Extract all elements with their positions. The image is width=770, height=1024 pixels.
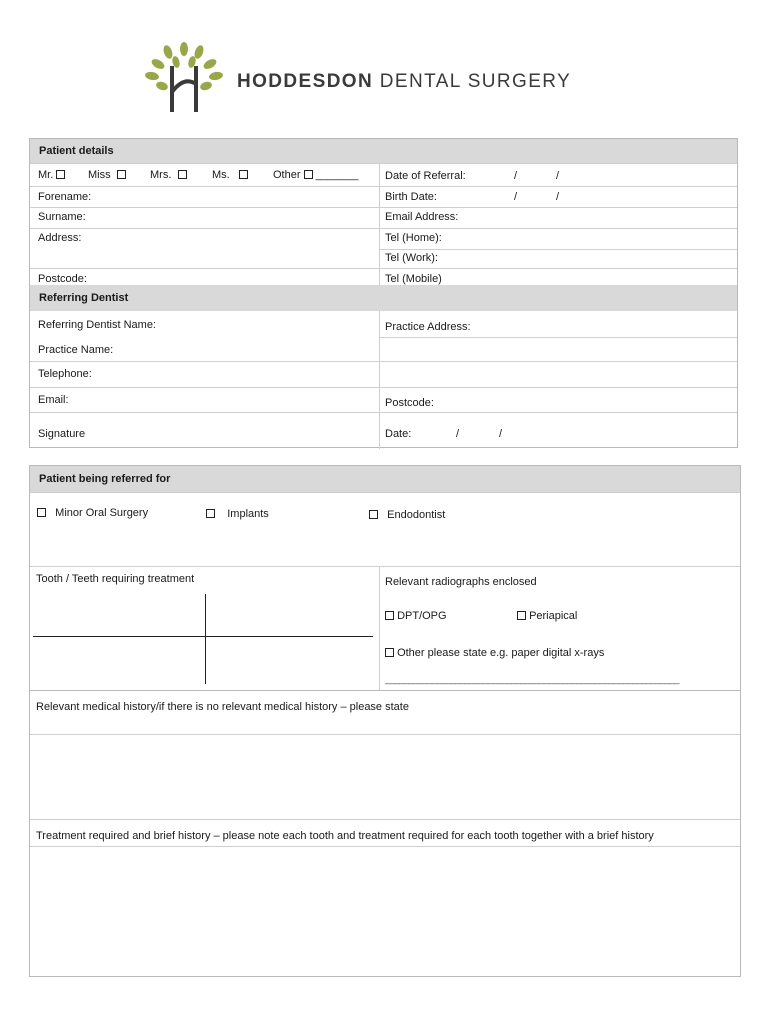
practice-address-field[interactable]: Practice Address: xyxy=(385,321,471,333)
treatment-history-label: Treatment required and brief history – please note each tooth and treatment required for each tooth together with a brief history xyxy=(36,830,654,842)
surname-field[interactable]: Surname: xyxy=(38,211,86,223)
referral-section xyxy=(29,465,741,977)
dpt-opg-checkbox[interactable] xyxy=(385,611,394,620)
date-slash: / xyxy=(556,191,560,203)
practice-name-field[interactable]: Practice Name: xyxy=(38,344,114,356)
patient-dentist-section xyxy=(29,138,738,448)
postcode-field[interactable]: Postcode: xyxy=(38,273,87,285)
endodontist-checkbox[interactable] xyxy=(369,510,378,519)
minor-oral-surgery-checkbox[interactable] xyxy=(37,508,46,517)
title-mrs[interactable]: Mrs. xyxy=(150,168,187,182)
date-slash: / xyxy=(456,428,460,440)
birth-date-field[interactable]: Birth Date: xyxy=(385,191,437,203)
other-radiograph-line[interactable]: _______________________________________________________________ xyxy=(385,674,679,685)
endodontist-option[interactable]: Endodontist xyxy=(369,508,445,522)
telephone-field[interactable]: Telephone: xyxy=(38,368,92,380)
tooth-chart-vertical xyxy=(205,594,206,684)
tree-logo-icon xyxy=(138,40,228,114)
tel-home-field[interactable]: Tel (Home): xyxy=(385,232,442,244)
other-radiograph-option[interactable]: Other please state e.g. paper digital x-rays xyxy=(385,646,604,660)
title-other[interactable]: Other _______ xyxy=(273,169,359,181)
radiographs-label: Relevant radiographs enclosed xyxy=(385,576,537,588)
mr-checkbox[interactable] xyxy=(56,170,65,179)
date-slash: / xyxy=(556,170,560,182)
referred-for-header: Patient being referred for xyxy=(30,466,740,492)
dpt-opg-option[interactable]: DPT/OPG xyxy=(385,609,447,623)
dentist-name-field[interactable]: Referring Dentist Name: xyxy=(38,319,156,331)
dentist-postcode-field[interactable]: Postcode: xyxy=(385,397,434,409)
ms-checkbox[interactable] xyxy=(239,170,248,179)
address-field[interactable]: Address: xyxy=(38,232,82,244)
patient-details-header: Patient details xyxy=(30,139,737,163)
periapical-checkbox[interactable] xyxy=(517,611,526,620)
brand-name: HODDESDON DENTAL SURGERY xyxy=(237,71,572,92)
date-slash: / xyxy=(514,191,518,203)
minor-oral-surgery-option[interactable]: Minor Oral Surgery xyxy=(37,506,148,520)
forename-field[interactable]: Forename: xyxy=(38,191,92,203)
tel-mobile-field[interactable]: Tel (Mobile) xyxy=(385,273,442,285)
periapical-option[interactable]: Periapical xyxy=(517,609,577,623)
date-of-referral-label: Date of Referral: xyxy=(385,170,466,182)
referring-dentist-header: Referring Dentist xyxy=(30,285,737,311)
signature-field[interactable]: Signature xyxy=(38,428,86,440)
implants-option[interactable]: Implants xyxy=(206,507,269,521)
tel-work-field[interactable]: Tel (Work): xyxy=(385,252,438,264)
mrs-checkbox[interactable] xyxy=(178,170,187,179)
other-radiograph-checkbox[interactable] xyxy=(385,648,394,657)
signature-date-field[interactable]: Date: xyxy=(385,428,412,440)
dentist-email-field[interactable]: Email: xyxy=(38,394,69,406)
email-address-field[interactable]: Email Address: xyxy=(385,211,459,223)
date-slash: / xyxy=(499,428,503,440)
title-ms[interactable]: Ms. xyxy=(212,168,248,182)
date-slash: / xyxy=(514,170,518,182)
miss-checkbox[interactable] xyxy=(117,170,126,179)
title-miss[interactable]: Miss xyxy=(88,168,126,182)
medical-history-label: Relevant medical history/if there is no relevant medical history – please state xyxy=(36,701,409,713)
other-checkbox[interactable] xyxy=(304,170,313,179)
teeth-treatment-label: Tooth / Teeth requiring treatment xyxy=(36,573,195,585)
tooth-chart-horizontal xyxy=(33,636,373,637)
title-mr[interactable]: Mr. xyxy=(38,168,65,182)
implants-checkbox[interactable] xyxy=(206,509,215,518)
